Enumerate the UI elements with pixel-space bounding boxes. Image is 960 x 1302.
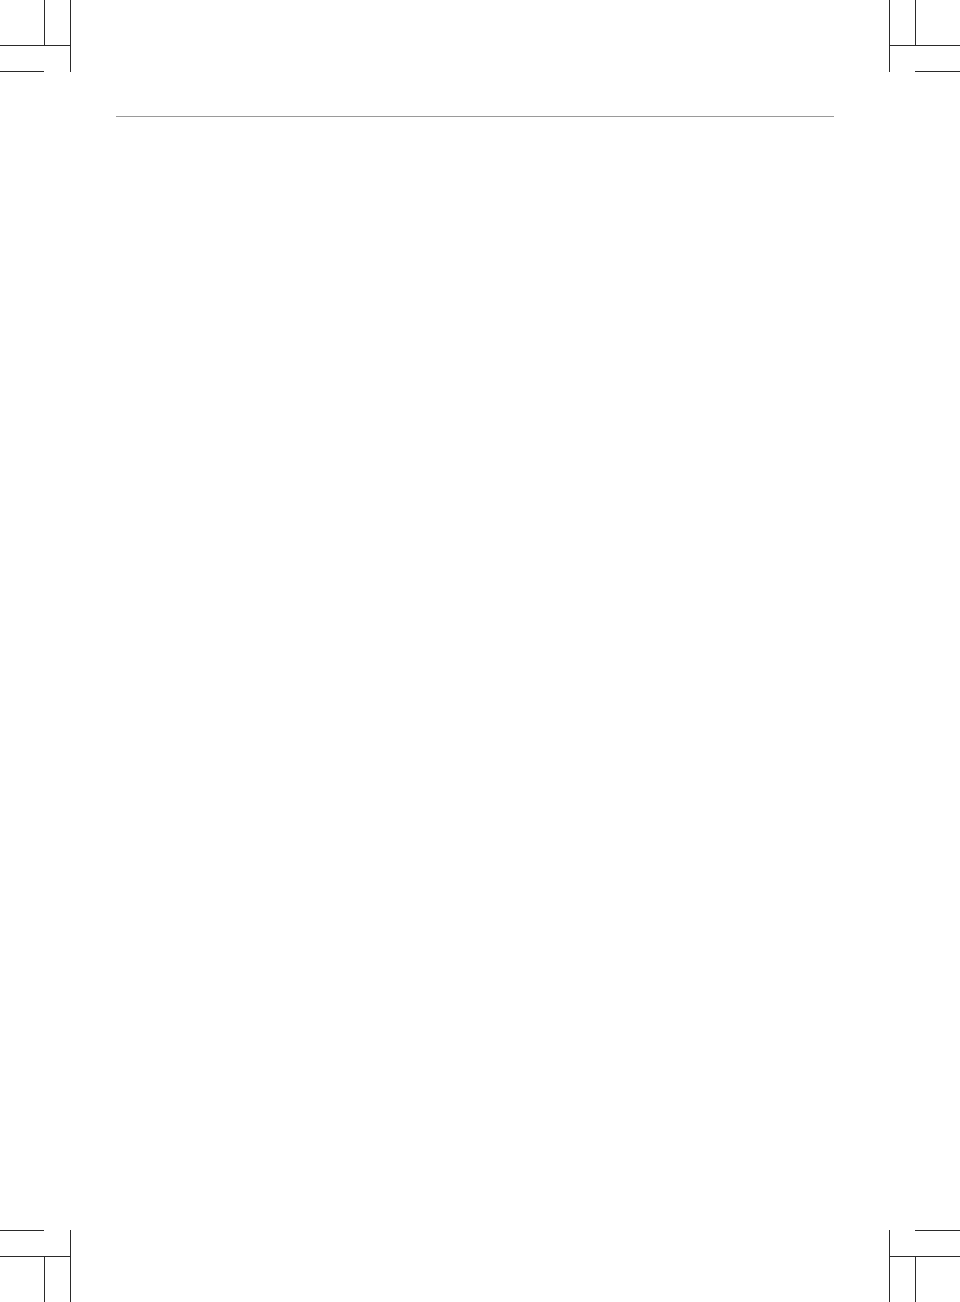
crop-mark-bottom-left-vertical (70, 1230, 71, 1302)
crop-mark-bottom-right-horizontal (889, 1256, 960, 1257)
crop-mark-top-right-vertical2 (915, 0, 916, 45)
crop-mark-top-left-vertical (70, 0, 71, 72)
crop-mark-bottom-right-horizontal2 (915, 1230, 960, 1231)
crop-mark-top-left-horizontal2 (0, 71, 44, 72)
header-rule (116, 116, 834, 117)
crop-mark-top-right-horizontal (889, 45, 960, 46)
crop-mark-bottom-right-vertical2 (915, 1256, 916, 1302)
crop-mark-bottom-right-vertical (889, 1230, 890, 1302)
crop-mark-bottom-left-horizontal2 (0, 1230, 44, 1231)
crop-mark-top-right-horizontal2 (915, 71, 960, 72)
crop-mark-top-left-horizontal (0, 45, 70, 46)
crop-mark-bottom-left-horizontal (0, 1256, 70, 1257)
crop-mark-top-left-vertical2 (44, 0, 45, 45)
crop-mark-top-right-vertical (889, 0, 890, 72)
crop-mark-bottom-left-vertical2 (44, 1256, 45, 1302)
page-header (116, 95, 834, 117)
